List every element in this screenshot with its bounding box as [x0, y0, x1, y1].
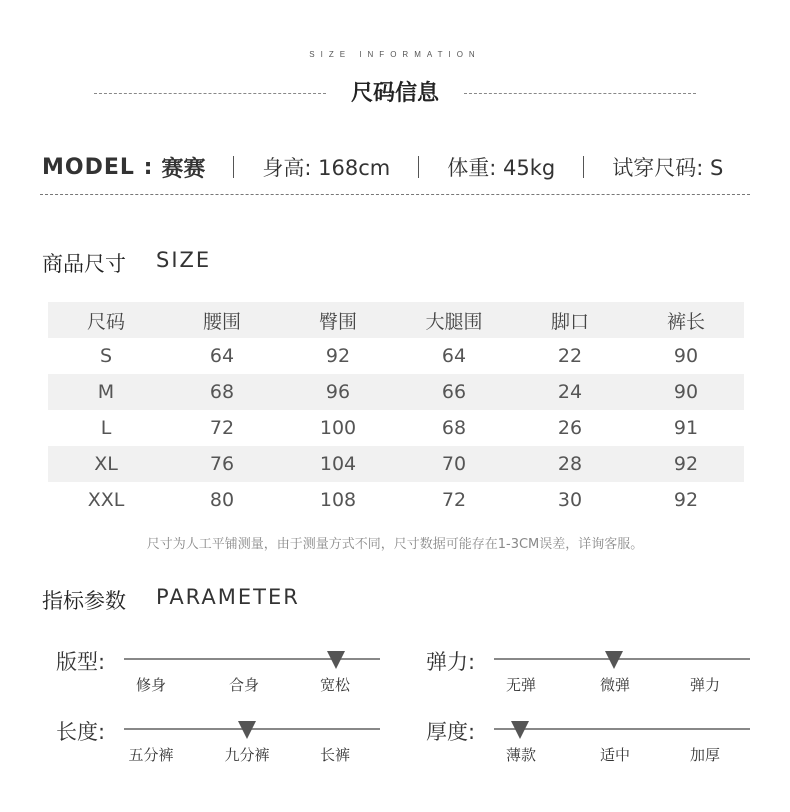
parameter-title-en: PARAMETER [156, 585, 300, 609]
table-cell: 108 [319, 489, 357, 511]
table-cell: 30 [557, 489, 583, 511]
fit-option: 宽松 [319, 676, 351, 694]
model-divider [40, 194, 750, 195]
length-option: 五分裤 [128, 746, 174, 764]
table-cell: 96 [325, 381, 351, 403]
header-right-dashed-line [464, 93, 696, 94]
elasticity-option: 微弹 [599, 676, 631, 694]
size-table-header-row [48, 302, 744, 338]
size-information-subtitle: SIZE INFORMATION [309, 50, 481, 59]
length-label: 长度: [56, 720, 106, 744]
thickness-track [494, 728, 750, 730]
table-cell: 90 [673, 381, 699, 403]
table-cell: XL [94, 453, 118, 475]
elasticity-label: 弹力: [426, 650, 476, 674]
model-name: 赛赛 [161, 156, 206, 182]
table-cell: 28 [557, 453, 583, 475]
parameter-title-cn: 指标参数 [42, 589, 126, 613]
length-option: 九分裤 [224, 746, 270, 764]
model-weight: 体重: 45kg [447, 156, 556, 180]
length-level-marker [238, 721, 256, 739]
table-cell: 68 [209, 381, 235, 403]
table-cell: 26 [557, 417, 583, 439]
header-cell: 脚口 [550, 310, 589, 333]
header-cell: 臀围 [318, 310, 357, 333]
table-cell: 22 [557, 345, 583, 367]
table-cell: 100 [319, 417, 357, 439]
table-cell: 70 [441, 453, 467, 475]
length-option: 长裤 [319, 746, 351, 764]
table-cell: XXL [87, 489, 125, 511]
table-row [48, 446, 744, 482]
fit-level-marker [327, 651, 345, 669]
page-title: 尺码信息 [350, 81, 439, 106]
thickness-option: 适中 [599, 746, 631, 764]
table-cell: 80 [209, 489, 235, 511]
table-cell: 66 [441, 381, 467, 403]
table-cell: 92 [673, 453, 699, 475]
table-cell: 64 [441, 345, 467, 367]
table-row [48, 374, 744, 410]
elasticity-option: 无弹 [505, 676, 537, 694]
model-separator [233, 156, 234, 178]
size-title-cn: 商品尺寸 [42, 252, 126, 276]
table-cell: 92 [325, 345, 351, 367]
table-row [48, 410, 744, 446]
model-separator [418, 156, 419, 178]
table-cell: 68 [441, 417, 467, 439]
size-table [48, 302, 744, 518]
table-cell: M [97, 381, 115, 403]
size-section-title [42, 248, 211, 278]
table-cell: 72 [209, 417, 235, 439]
model-trial-size: 试穿尺码: S [612, 156, 724, 180]
table-cell: S [99, 345, 113, 367]
header-cell: 腰围 [202, 310, 241, 333]
thickness-option: 薄款 [505, 746, 537, 764]
table-row [48, 338, 744, 374]
thickness-level-marker [511, 721, 529, 739]
measurement-note: 尺寸为人工平铺测量，由于测量方式不同，尺寸数据可能存在1-3CM误差，详询客服。 [146, 537, 644, 552]
header-cell: 尺码 [86, 310, 125, 333]
table-cell: L [100, 417, 112, 439]
size-title-en: SIZE [156, 248, 212, 272]
table-cell: 90 [673, 345, 699, 367]
elasticity-level-marker [605, 651, 623, 669]
model-height: 身高: 168cm [262, 156, 391, 180]
fit-option: 合身 [228, 676, 260, 694]
table-cell: 104 [319, 453, 357, 475]
model-label: MODEL : [42, 154, 154, 180]
parameter-section-title [42, 585, 300, 615]
model-info-row [42, 150, 723, 184]
table-cell: 24 [557, 381, 583, 403]
thickness-label: 厚度: [426, 720, 476, 744]
fit-option: 修身 [135, 676, 167, 694]
elasticity-option: 弹力 [689, 676, 721, 694]
header-cell: 大腿围 [425, 310, 483, 333]
header-cell: 裤长 [666, 310, 705, 333]
table-row [48, 482, 744, 518]
table-cell: 72 [441, 489, 467, 511]
table-cell: 76 [209, 453, 235, 475]
table-cell: 92 [673, 489, 699, 511]
model-separator [583, 156, 584, 178]
thickness-option: 加厚 [689, 746, 721, 764]
table-cell: 91 [673, 417, 699, 439]
table-cell: 64 [209, 345, 235, 367]
fit-label: 版型: [56, 650, 106, 674]
